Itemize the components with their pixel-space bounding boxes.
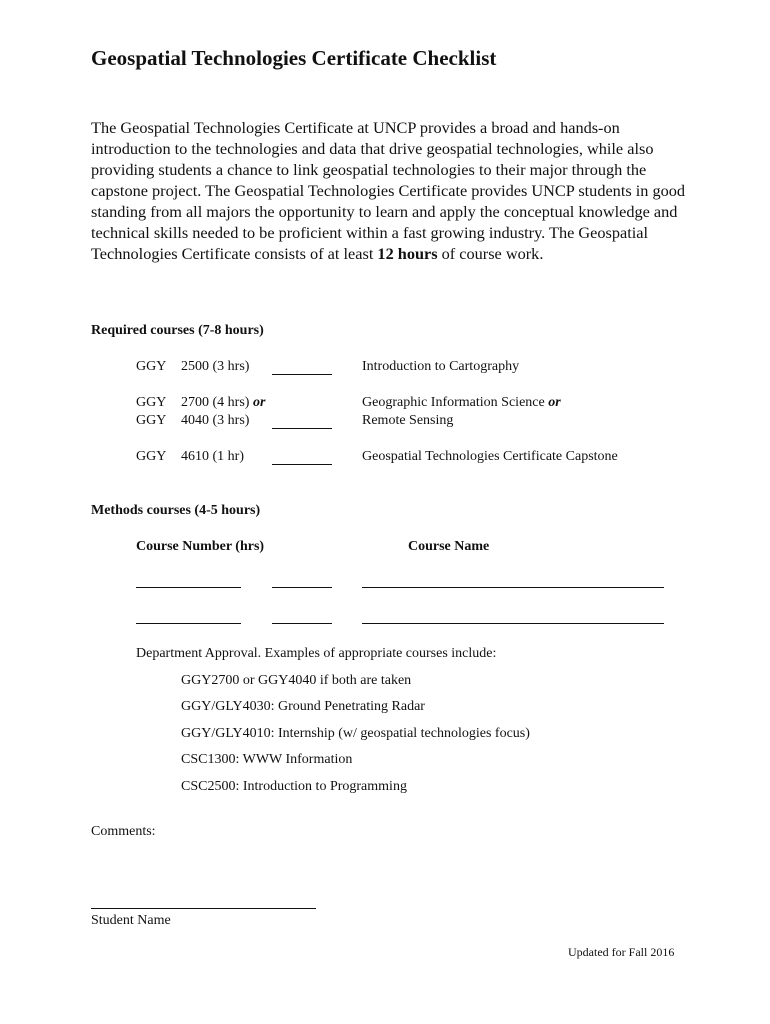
- req4-check-blank[interactable]: [272, 464, 332, 465]
- dept-approval-text: Department Approval. Examples of appropriate courses include:: [136, 646, 497, 661]
- example-item: GGY/GLY4010: Internship (w/ geospatial technologies focus): [181, 726, 530, 741]
- example-item: CSC1300: WWW Information: [181, 752, 353, 767]
- page-title: Geospatial Technologies Certificate Checklist: [91, 46, 497, 70]
- student-name-label: Student Name: [91, 913, 171, 928]
- methods2-number-blank[interactable]: [136, 623, 241, 624]
- req2-name-or: or: [548, 395, 561, 410]
- req2-check-blank[interactable]: [272, 428, 332, 429]
- req1-name: Introduction to Cartography: [362, 359, 520, 374]
- methods-col-number: Course Number (hrs): [136, 539, 265, 554]
- req2-course: [181, 395, 265, 411]
- req1-dept: GGY: [136, 359, 167, 374]
- req3-dept: GGY: [136, 413, 167, 428]
- methods2-hrs-blank[interactable]: [272, 623, 332, 624]
- intro-text: The Geospatial Technologies Certificate at UNCP provides a broad and hands-on introduction to the technologies and data that drive geospatial technologies, while also providing students a chance to link geospatial technologies to their major through the capstone project. The Geospatial Technologies Certificate provides UNCP students in good standing from all majors the opportunity to learn and apply the conceptual knowledge and technical skills needed to be proficient within a fast growing industry. The Geospatial Technologies Certificate consists of at least: [91, 118, 686, 263]
- req3-course: 4040 (3 hrs): [181, 413, 250, 428]
- methods2-name-blank[interactable]: [362, 623, 664, 624]
- footer-updated: Updated for Fall 2016: [568, 945, 675, 959]
- methods-heading: Methods courses (4-5 hours): [91, 503, 261, 518]
- req4-name: Geospatial Technologies Certificate Capstone: [362, 449, 618, 464]
- req2-dept: GGY: [136, 395, 167, 410]
- req2-or: or: [252, 395, 266, 410]
- example-item: CSC2500: Introduction to Programming: [181, 779, 407, 794]
- methods1-name-blank[interactable]: [362, 587, 664, 588]
- intro-bold-hours: 12 hours: [377, 244, 438, 263]
- req2-name: [362, 395, 561, 411]
- student-name-blank[interactable]: [91, 908, 316, 909]
- example-item: GGY/GLY4030: Ground Penetrating Radar: [181, 699, 425, 714]
- methods-col-name: Course Name: [408, 539, 490, 554]
- methods1-hrs-blank[interactable]: [272, 587, 332, 588]
- req2-name-text: Geographic Information Science: [362, 395, 545, 410]
- req4-course: 4610 (1 hr): [181, 449, 244, 464]
- example-item: GGY2700 or GGY4040 if both are taken: [181, 673, 412, 688]
- required-heading: Required courses (7-8 hours): [91, 323, 264, 338]
- req3-name: Remote Sensing: [362, 413, 454, 428]
- intro-text-end: of course work.: [437, 244, 544, 263]
- req4-dept: GGY: [136, 449, 167, 464]
- comments-label: Comments:: [91, 824, 156, 839]
- req1-course: 2500 (3 hrs): [181, 359, 250, 374]
- methods1-number-blank[interactable]: [136, 587, 241, 588]
- req2-course-text: 2700 (4 hrs): [181, 395, 250, 410]
- intro-paragraph: [91, 117, 691, 264]
- req1-check-blank[interactable]: [272, 374, 332, 375]
